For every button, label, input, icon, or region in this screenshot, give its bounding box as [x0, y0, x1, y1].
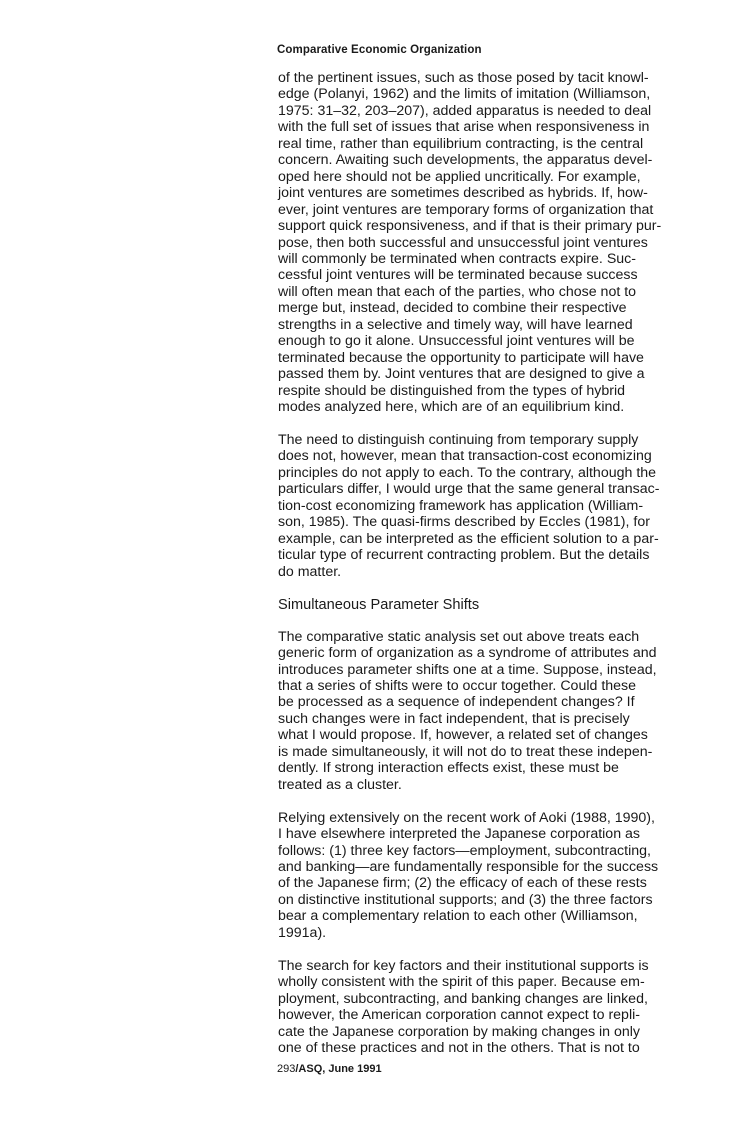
section-heading: Simultaneous Parameter Shifts: [278, 597, 480, 614]
paragraph-comparative-static: The comparative static analysis set out above treats each generic form of organization as a syndrome of attributes and introduces parameter shifts one at a time. Suppose, instead, that a series of shifts were to occur together. Could these be processed as a sequence of independent changes? If such changes were in fact independent, that is precisely what I would propose. If, however, a related set of changes is made simultaneously, it will not do to treat these indepen- dently. If strong interaction effects exist, these must be treated as a cluster.: [278, 628, 657, 793]
page-footer: [277, 1063, 382, 1075]
journal-citation: /ASQ, June 1991: [295, 1063, 382, 1075]
paragraph-japanese-corporation: Relying extensively on the recent work of Aoki (1988, 1990), I have elsewhere interpreted the Japanese corporation as follows: (1) three key factors—employment, subcontracting, and banking—are fundamentally responsible for the success of the Japanese firm; (2) the efficacy of each of these rests on distinctive institutional supports; and (3) the three factors bear a complementary relation to each other (Williamson, 1991a).: [278, 809, 659, 941]
page-number: 293: [277, 1063, 296, 1075]
article-body: [278, 70, 690, 1056]
paragraph-key-factors: The search for key factors and their institutional supports is wholly consistent with the spirit of this paper. Because em- ployment, subcontracting, and banking changes are linked, however, the American corporation cannot expect to repli- cate the Japanese corporation by making changes in only one of these practices and not in the others. That is not to: [278, 957, 649, 1057]
paragraph-joint-ventures: of the pertinent issues, such as those posed by tacit knowl- edge (Polanyi, 1962) and the limits of imitation (Williamson, 1975: 31–32, 203–207), added apparatus is needed to deal with the full set of issues that arise when responsiveness in real time, rather than equilibrium contracting, is the central concern. Awaiting such developments, the apparatus devel- oped here should not be applied uncritically. For example, joint ventures are sometimes described as hybrids. If, how- ever, joint ventures are temporary forms of organization that support quick responsiveness, and if that is their primary pur- pose, then both successful and unsuccessful joint ventures will commonly be terminated when contracts expire. Suc- cessful joint ventures will be terminated because success will often mean that each of the parties, who chose not to merge but, instead, decided to combine their respective strengths in a selective and timely way, will have learned enough to go it alone. Unsuccessful joint ventures will be terminated because the opportunity to participate will have passed them by. Joint ventures that are designed to give a respite should be distinguished from the types of hybrid modes analyzed here, which are of an equilibrium kind.: [278, 70, 662, 416]
running-head: Comparative Economic Organization: [277, 44, 482, 56]
paragraph-temporary-supply: The need to distinguish continuing from temporary supply does not, however, mean that transaction-cost economizing principles do not apply to each. To the contrary, although the particulars differ, I would urge that the same general transac- tion-cost economizing framework has application (William- son, 1985). The quasi-firms described by Eccles (1981), for example, can be interpreted as the efficient solution to a par- ticular type of recurrent contracting problem. But the details do matter.: [278, 432, 660, 580]
